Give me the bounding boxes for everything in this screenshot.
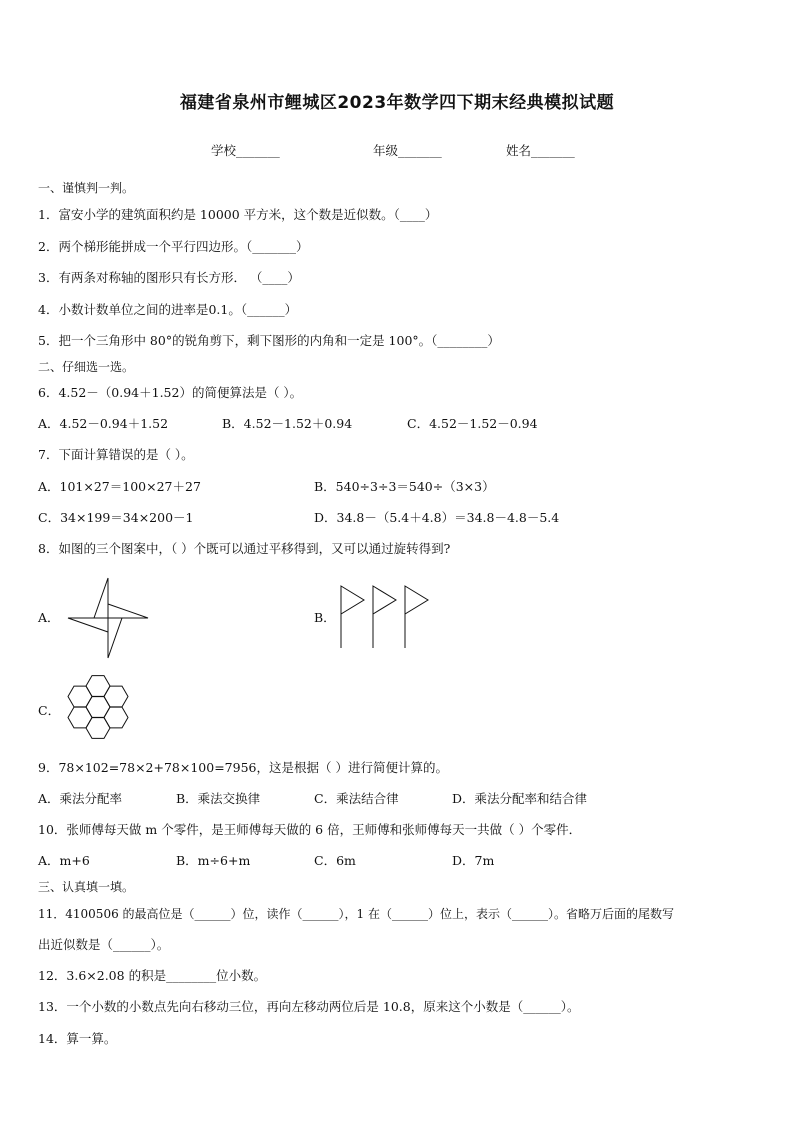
flags-figure: [336, 584, 436, 650]
q6-option-c: C．4.52－1.52－0.94: [407, 416, 538, 431]
section1-heading: 一、谨慎判一判。: [38, 181, 135, 195]
q7-option-a: A．101×27＝100×27＋27: [38, 479, 201, 494]
flag-3-banner: [405, 586, 428, 614]
question-9: 9．78×102=78×2+78×100=7956，这是根据（ ）进行简便计算的。: [38, 760, 448, 775]
q9-option-c: C．乘法结合律: [314, 791, 399, 806]
q9-option-a: A．乘法分配率: [38, 791, 123, 806]
question-11-line-1: 11．4100506 的最高位是（______）位，读作（______），1 在（______）位上，表示（______）。省略万后面的尾数写: [38, 907, 674, 921]
question-4: 4．小数计数单位之间的进率是0.1。（______）: [38, 302, 298, 317]
pinwheel-blade-left: [68, 618, 108, 632]
q9-option-d: D．乘法分配率和结合律: [452, 791, 588, 806]
pinwheel-figure: [62, 574, 154, 662]
question-12: 12．3.6×2.08 的积是________位小数。: [38, 968, 267, 983]
question-7: 7．下面计算错误的是（ ）。: [38, 447, 194, 462]
pinwheel-blade-right: [108, 604, 148, 618]
question-11-line-2: 出近似数是（______）。: [38, 937, 170, 952]
flag-2-banner: [373, 586, 396, 614]
q10-option-c: C．6m: [314, 853, 356, 868]
question-10: 10．张师傅每天做 m 个零件，是王师傅每天做的 6 倍，王师傅和张师傅每天一共做（ ）个零件．: [38, 822, 582, 837]
pinwheel-blade-top: [94, 578, 108, 618]
question-3: 3．有两条对称轴的图形只有长方形． （____）: [38, 270, 300, 285]
question-5: 5．把一个三角形中 80°的锐角剪下，剩下图形的内角和一定是 100°。（________）: [38, 333, 500, 348]
school-field: 学校_______: [211, 143, 280, 158]
question-1: 1．富安小学的建筑面积约是 10000 平方米，这个数是近似数。（____）: [38, 207, 438, 222]
q8-option-a: A．: [38, 610, 60, 625]
question-14: 14．算一算。: [38, 1031, 117, 1046]
section2-heading: 二、仔细选一选。: [38, 360, 135, 374]
q9-option-b: B．乘法交换律: [176, 791, 261, 806]
q7-option-d: D．34.8－（5.4＋4.8）＝34.8－4.8－5.4: [314, 510, 560, 525]
grade-field: 年级_______: [373, 143, 442, 158]
pinwheel-blade-bottom: [108, 618, 122, 658]
page-title: 福建省泉州市鲤城区2023年数学四下期末经典模拟试题: [179, 93, 615, 113]
question-6: 6．4.52－（0.94＋1.52）的简便算法是（ ）。: [38, 385, 303, 400]
question-2: 2．两个梯形能拼成一个平行四边形。（_______）: [38, 239, 309, 254]
flag-1-banner: [341, 586, 364, 614]
question-8: 8．如图的三个图案中，（ ）个既可以通过平移得到，又可以通过旋转得到?: [38, 541, 451, 556]
name-field: 姓名_______: [506, 143, 575, 158]
question-13: 13．一个小数的小数点先向右移动三位，再向左移动两位后是 10.8，原来这个小数是（______）。: [38, 999, 580, 1014]
q10-option-a: A．m+6: [38, 853, 90, 868]
q7-option-c: C．34×199＝34×200－1: [38, 510, 194, 525]
q8-option-b: B．: [314, 610, 336, 625]
q10-option-d: D．7m: [452, 853, 495, 868]
q8-option-c: C．: [38, 703, 61, 718]
hexagon-pattern-figure: [62, 672, 140, 750]
q6-option-b: B．4.52－1.52＋0.94: [222, 416, 353, 431]
q6-option-a: A．4.52－0.94＋1.52: [38, 416, 169, 431]
section3-heading: 三、认真填一填。: [38, 880, 135, 894]
q10-option-b: B．m÷6+m: [176, 853, 251, 868]
q7-option-b: B．540÷3÷3＝540÷（3×3）: [314, 479, 495, 494]
